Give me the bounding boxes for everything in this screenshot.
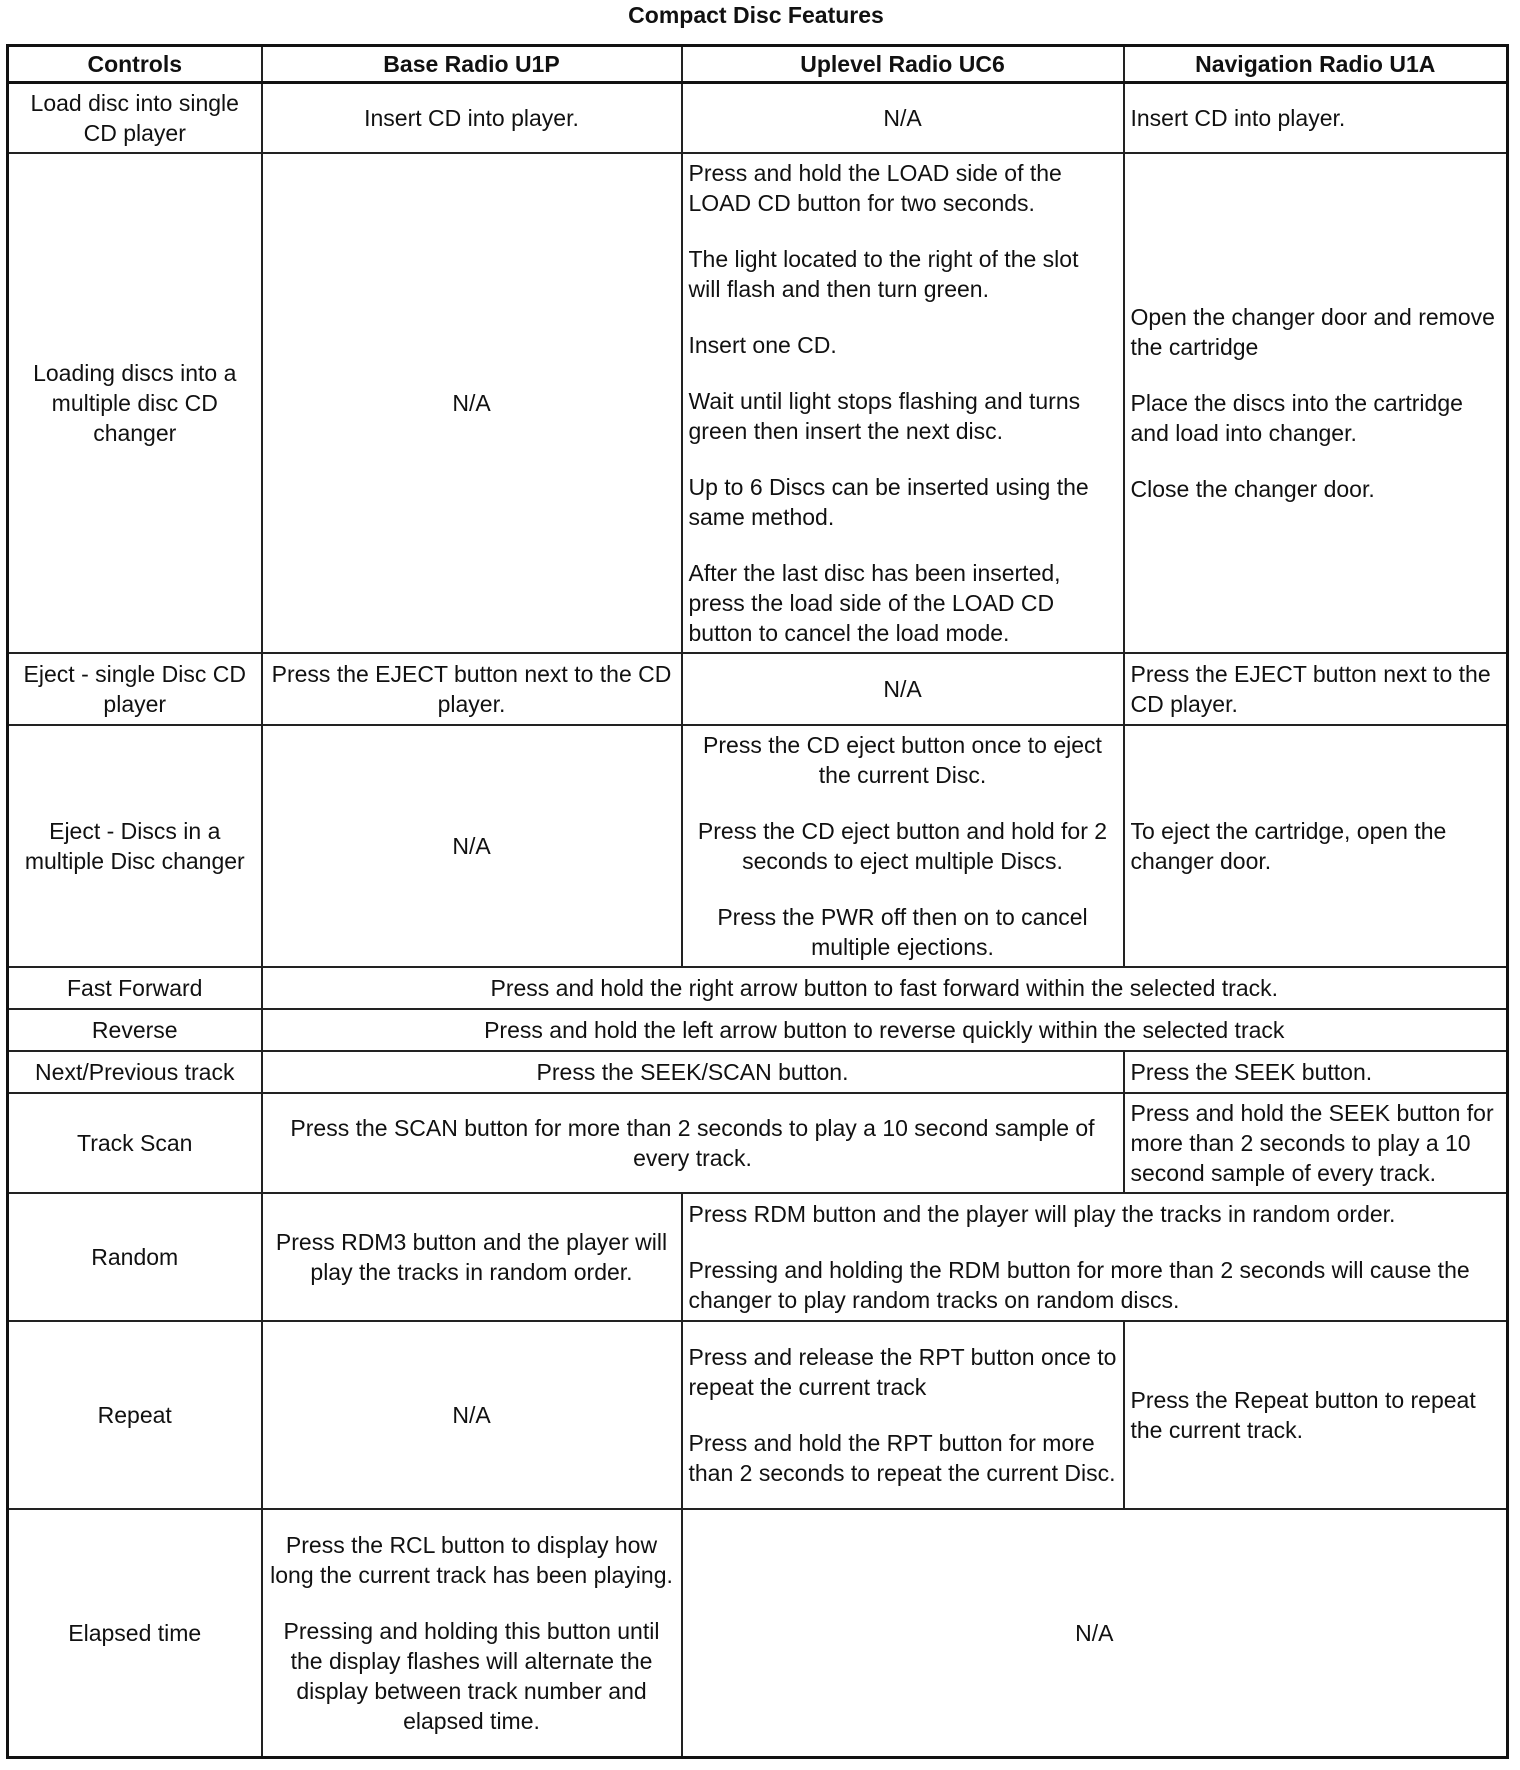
table-row-load-multi bbox=[8, 153, 1508, 653]
page-title: Compact Disc Features bbox=[628, 2, 884, 28]
paragraph: Press the PWR off then on to cancel multiple ejections. bbox=[717, 904, 1088, 960]
uplevel-cell bbox=[682, 725, 1124, 967]
table-row-eject-single bbox=[8, 653, 1508, 725]
paragraph: Open the changer door and remove the cartridge bbox=[1130, 304, 1495, 360]
base-cell: N/A bbox=[262, 153, 682, 653]
table-row-track-scan bbox=[8, 1093, 1508, 1193]
all-radios-cell: Press and hold the right arrow button to fast forward within the selected track. bbox=[262, 967, 1508, 1009]
paragraph: Place the discs into the cartridge and load into changer. bbox=[1130, 390, 1463, 446]
base-cell bbox=[262, 1509, 682, 1757]
control-cell: Eject - single Disc CD player bbox=[8, 653, 262, 725]
paragraph: Wait until light stops flashing and turns green then insert the next disc. bbox=[688, 388, 1081, 444]
uplevel-cell: N/A bbox=[682, 653, 1124, 725]
paragraph: The light located to the right of the slot will flash and then turn green. bbox=[688, 246, 1079, 302]
table-row-random bbox=[8, 1193, 1508, 1321]
control-cell: Reverse bbox=[8, 1009, 262, 1051]
control-cell: Fast Forward bbox=[8, 967, 262, 1009]
nav-cell: Press the SEEK button. bbox=[1124, 1051, 1508, 1093]
base-uplevel-cell: Press the SEEK/SCAN button. bbox=[262, 1051, 1124, 1093]
base-cell: Press the EJECT button next to the CD player. bbox=[262, 653, 682, 725]
paragraph: Insert one CD. bbox=[688, 332, 837, 358]
uplevel-nav-cell: N/A bbox=[682, 1509, 1508, 1757]
control-cell: Elapsed time bbox=[8, 1509, 262, 1757]
paragraph: Press RDM button and the player will play the tracks in random order. bbox=[688, 1201, 1396, 1227]
paragraph: Pressing and holding this button until the display flashes will alternate the display between track number and elapsed time. bbox=[283, 1617, 660, 1734]
paragraph: Press and hold the LOAD side of the LOAD CD button for two seconds. bbox=[688, 160, 1062, 216]
table-header-row bbox=[8, 46, 1508, 83]
paragraph: Pressing and holding the RDM button for more than 2 seconds will cause the changer to play random tracks on random discs. bbox=[688, 1257, 1470, 1313]
nav-cell: To eject the cartridge, open the changer door. bbox=[1124, 725, 1508, 967]
header-controls: Controls bbox=[8, 46, 262, 83]
control-cell: Repeat bbox=[8, 1321, 262, 1509]
control-cell: Next/Previous track bbox=[8, 1051, 262, 1093]
paragraph: After the last disc has been inserted, press the load side of the LOAD CD button to cancel the load mode. bbox=[688, 560, 1061, 646]
table-row-next-previous bbox=[8, 1051, 1508, 1093]
base-cell: N/A bbox=[262, 1321, 682, 1509]
base-cell: Insert CD into player. bbox=[262, 83, 682, 154]
uplevel-cell bbox=[682, 1321, 1124, 1509]
control-cell: Track Scan bbox=[8, 1093, 262, 1193]
control-cell: Load disc into single CD player bbox=[8, 83, 262, 154]
table-row-elapsed-time bbox=[8, 1509, 1508, 1757]
nav-cell: Press the EJECT button next to the CD player. bbox=[1124, 653, 1508, 725]
table-row-repeat bbox=[8, 1321, 1508, 1509]
nav-cell bbox=[1124, 153, 1508, 653]
paragraph: Press the RCL button to display how long the current track has been playing. bbox=[270, 1531, 673, 1588]
header-navigation-radio: Navigation Radio U1A bbox=[1124, 46, 1508, 83]
paragraph: Press and release the RPT button once to repeat the current track bbox=[688, 1344, 1117, 1400]
control-cell: Eject - Discs in a multiple Disc changer bbox=[8, 725, 262, 967]
uplevel-cell bbox=[682, 153, 1124, 653]
uplevel-nav-cell bbox=[682, 1193, 1508, 1321]
compact-disc-features-table bbox=[6, 44, 1509, 1759]
uplevel-cell: N/A bbox=[682, 83, 1124, 154]
header-uplevel-radio: Uplevel Radio UC6 bbox=[682, 46, 1124, 83]
paragraph: Press the CD eject button once to eject the current Disc. bbox=[703, 732, 1102, 788]
table-row-reverse bbox=[8, 1009, 1508, 1051]
table-row-eject-multi bbox=[8, 725, 1508, 967]
control-cell: Random bbox=[8, 1193, 262, 1321]
base-cell: N/A bbox=[262, 725, 682, 967]
all-radios-cell: Press and hold the left arrow button to reverse quickly within the selected track bbox=[262, 1009, 1508, 1051]
base-cell: Press RDM3 button and the player will play the tracks in random order. bbox=[262, 1193, 682, 1321]
nav-cell: Press the Repeat button to repeat the current track. bbox=[1124, 1321, 1508, 1509]
nav-cell: Insert CD into player. bbox=[1124, 83, 1508, 154]
paragraph: Press the CD eject button and hold for 2 seconds to eject multiple Discs. bbox=[697, 818, 1108, 874]
paragraph: Close the changer door. bbox=[1130, 476, 1375, 502]
table-row-load-single bbox=[8, 83, 1508, 154]
control-cell: Loading discs into a multiple disc CD changer bbox=[8, 153, 262, 653]
header-base-radio: Base Radio U1P bbox=[262, 46, 682, 83]
paragraph: Up to 6 Discs can be inserted using the same method. bbox=[688, 474, 1089, 530]
paragraph: Press and hold the RPT button for more than 2 seconds to repeat the current Disc. bbox=[688, 1430, 1116, 1486]
nav-cell: Press and hold the SEEK button for more than 2 seconds to play a 10 second sample of every track. bbox=[1124, 1093, 1508, 1193]
table-row-fast-forward bbox=[8, 967, 1508, 1009]
base-uplevel-cell: Press the SCAN button for more than 2 seconds to play a 10 second sample of every track. bbox=[262, 1093, 1124, 1193]
